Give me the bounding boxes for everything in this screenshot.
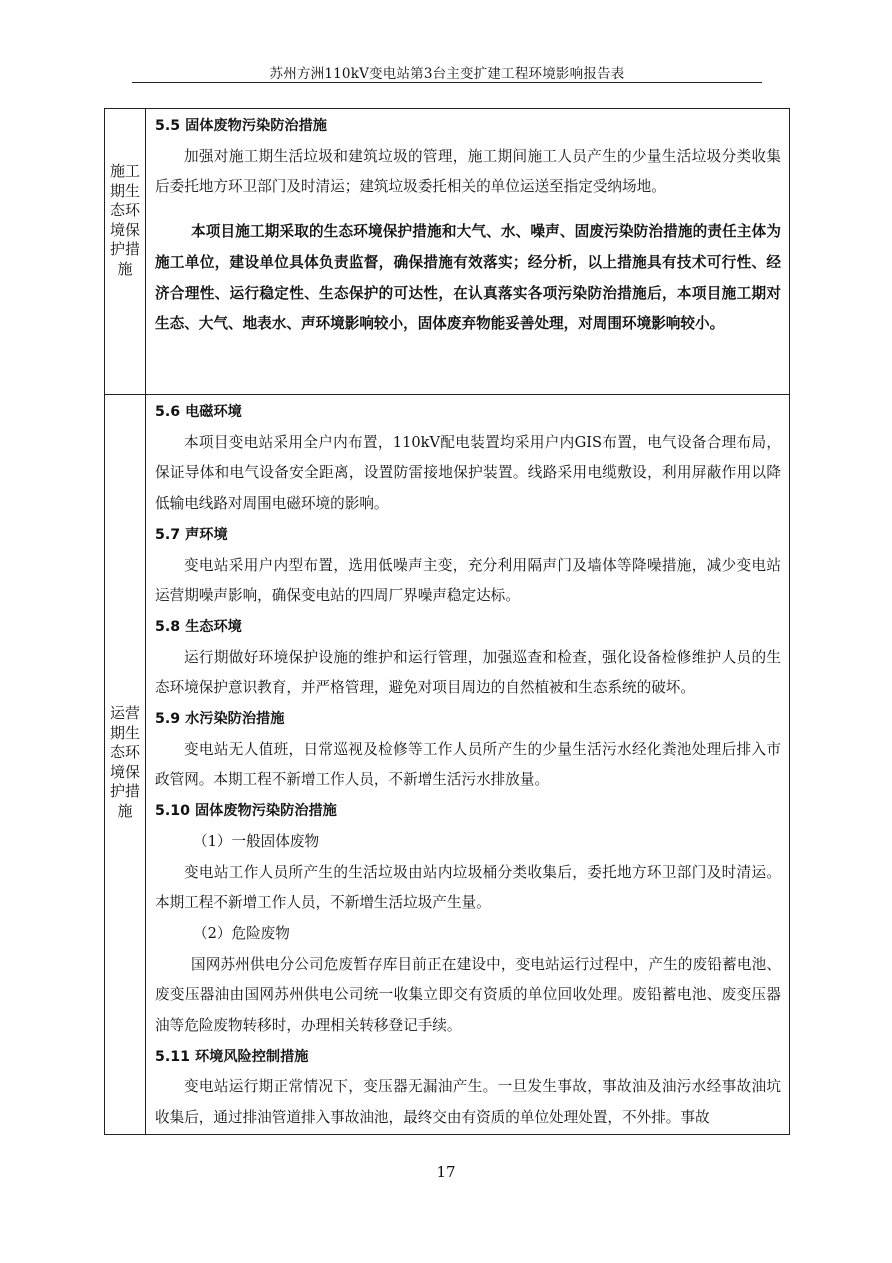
section-5-10-sub-general: （1）一般固体废物 [193,832,320,850]
operation-row [105,395,790,1135]
header-divider [132,82,762,83]
construction-side-cell [105,109,146,395]
section-5-11-text: 变电站运行期正常情况下，变压器无漏油产生。一旦发生事故，事故油及油污水经事故油坑收集后，通过排油管道排入事故油池，最终交由有资质的单位处理处置，不外排。事故 [155,1078,781,1127]
construction-content-cell [146,109,790,395]
section-5-9-text: 变电站无人值班，日常巡视及检修等工作人员所产生的少量生活污水经化粪池处理后排入市政管网。本期工程不新增工作人员，不新增生活污水排放量。 [155,740,781,789]
spacer [155,203,781,217]
measures-table [104,108,790,1135]
operation-content-cell [146,395,790,1135]
construction-row [105,109,790,395]
section-5-5-title: 5.5 固体废物污染防治措施 [155,118,327,134]
construction-side-label: 施工期生态环境保护措施 [109,162,140,278]
operation-side-label: 运营期生态环境保护措施 [109,704,140,820]
section-5-6-text: 本项目变电站采用全户内布置，110kV配电装置均采用户内GIS布置，电气设备合理布局，保证导体和电气设备安全距离，设置防雷接地保护装置。线路采用电缆敷设，利用屏蔽作用以降低输电线路对周围电磁环境的影响。 [155,433,781,513]
section-5-10-title: 5.10 固体废物污染防治措施 [155,803,337,820]
section-5-9-title: 5.9 水污染防治措施 [155,711,285,728]
section-5-11-title: 5.11 环境风险控制措施 [155,1048,309,1065]
section-5-5-text: 加强对施工期生活垃圾和建筑垃圾的管理，施工期间施工人员产生的少量生活垃圾分类收集后委托地方环卫部门及时清运；建筑垃圾委托相关的单位运送至指定受纳场地。 [155,147,781,196]
operation-side-cell [105,395,146,1135]
section-5-6-title: 5.6 电磁环境 [155,404,242,420]
section-5-10-sub-hazardous: （2）危险废物 [193,924,290,942]
section-5-8-text: 运行期做好环境保护设施的维护和运行管理，加强巡查和检查，强化设备检修维护人员的生态环境保护意识教育，并严格管理，避免对项目周边的自然植被和生态系统的破坏。 [155,648,781,697]
section-5-10-general-text: 变电站工作人员所产生的生活垃圾由站内垃圾桶分类收集后，委托地方环卫部门及时清运。本期工程不新增工作人员，不新增生活垃圾产生量。 [155,863,781,912]
construction-summary: 本项目施工期采取的生态环境保护措施和大气、水、噪声、固废污染防治措施的责任主体为施工单位，建设单位具体负责监督，确保措施有效落实；经分析，以上措施具有技术可行性、经济合理性、运行稳定性、生态保护的可达性，在认真落实各项污染防治措施后，本项目施工期对生态、大气、地表水、声环境影响较小，固体废弃物能妥善处理，对周围环境影响较小。 [155,223,781,333]
section-5-7-text: 变电站采用户内型布置，选用低噪声主变，充分利用隔声门及墙体等降噪措施，减少变电站运营期噪声影响，确保变电站的四周厂界噪声稳定达标。 [155,556,781,605]
section-5-8-title: 5.8 生态环境 [155,618,242,635]
section-5-7-title: 5.7 声环境 [155,526,228,543]
document-header: 苏州方洲110kV变电站第3台主变扩建工程环境影响报告表 [269,66,625,82]
section-5-10-hazardous-text: 国网苏州供电分公司危废暂存库目前正在建设中，变电站运行过程中，产生的废铅蓄电池、废变压器油由国网苏州供电公司统一收集立即交有资质的单位回收处理。废铅蓄电池、废变压器油等危险废物转移时，办理相关转移登记手续。 [155,955,781,1035]
page-number: 17 [436,1163,456,1181]
